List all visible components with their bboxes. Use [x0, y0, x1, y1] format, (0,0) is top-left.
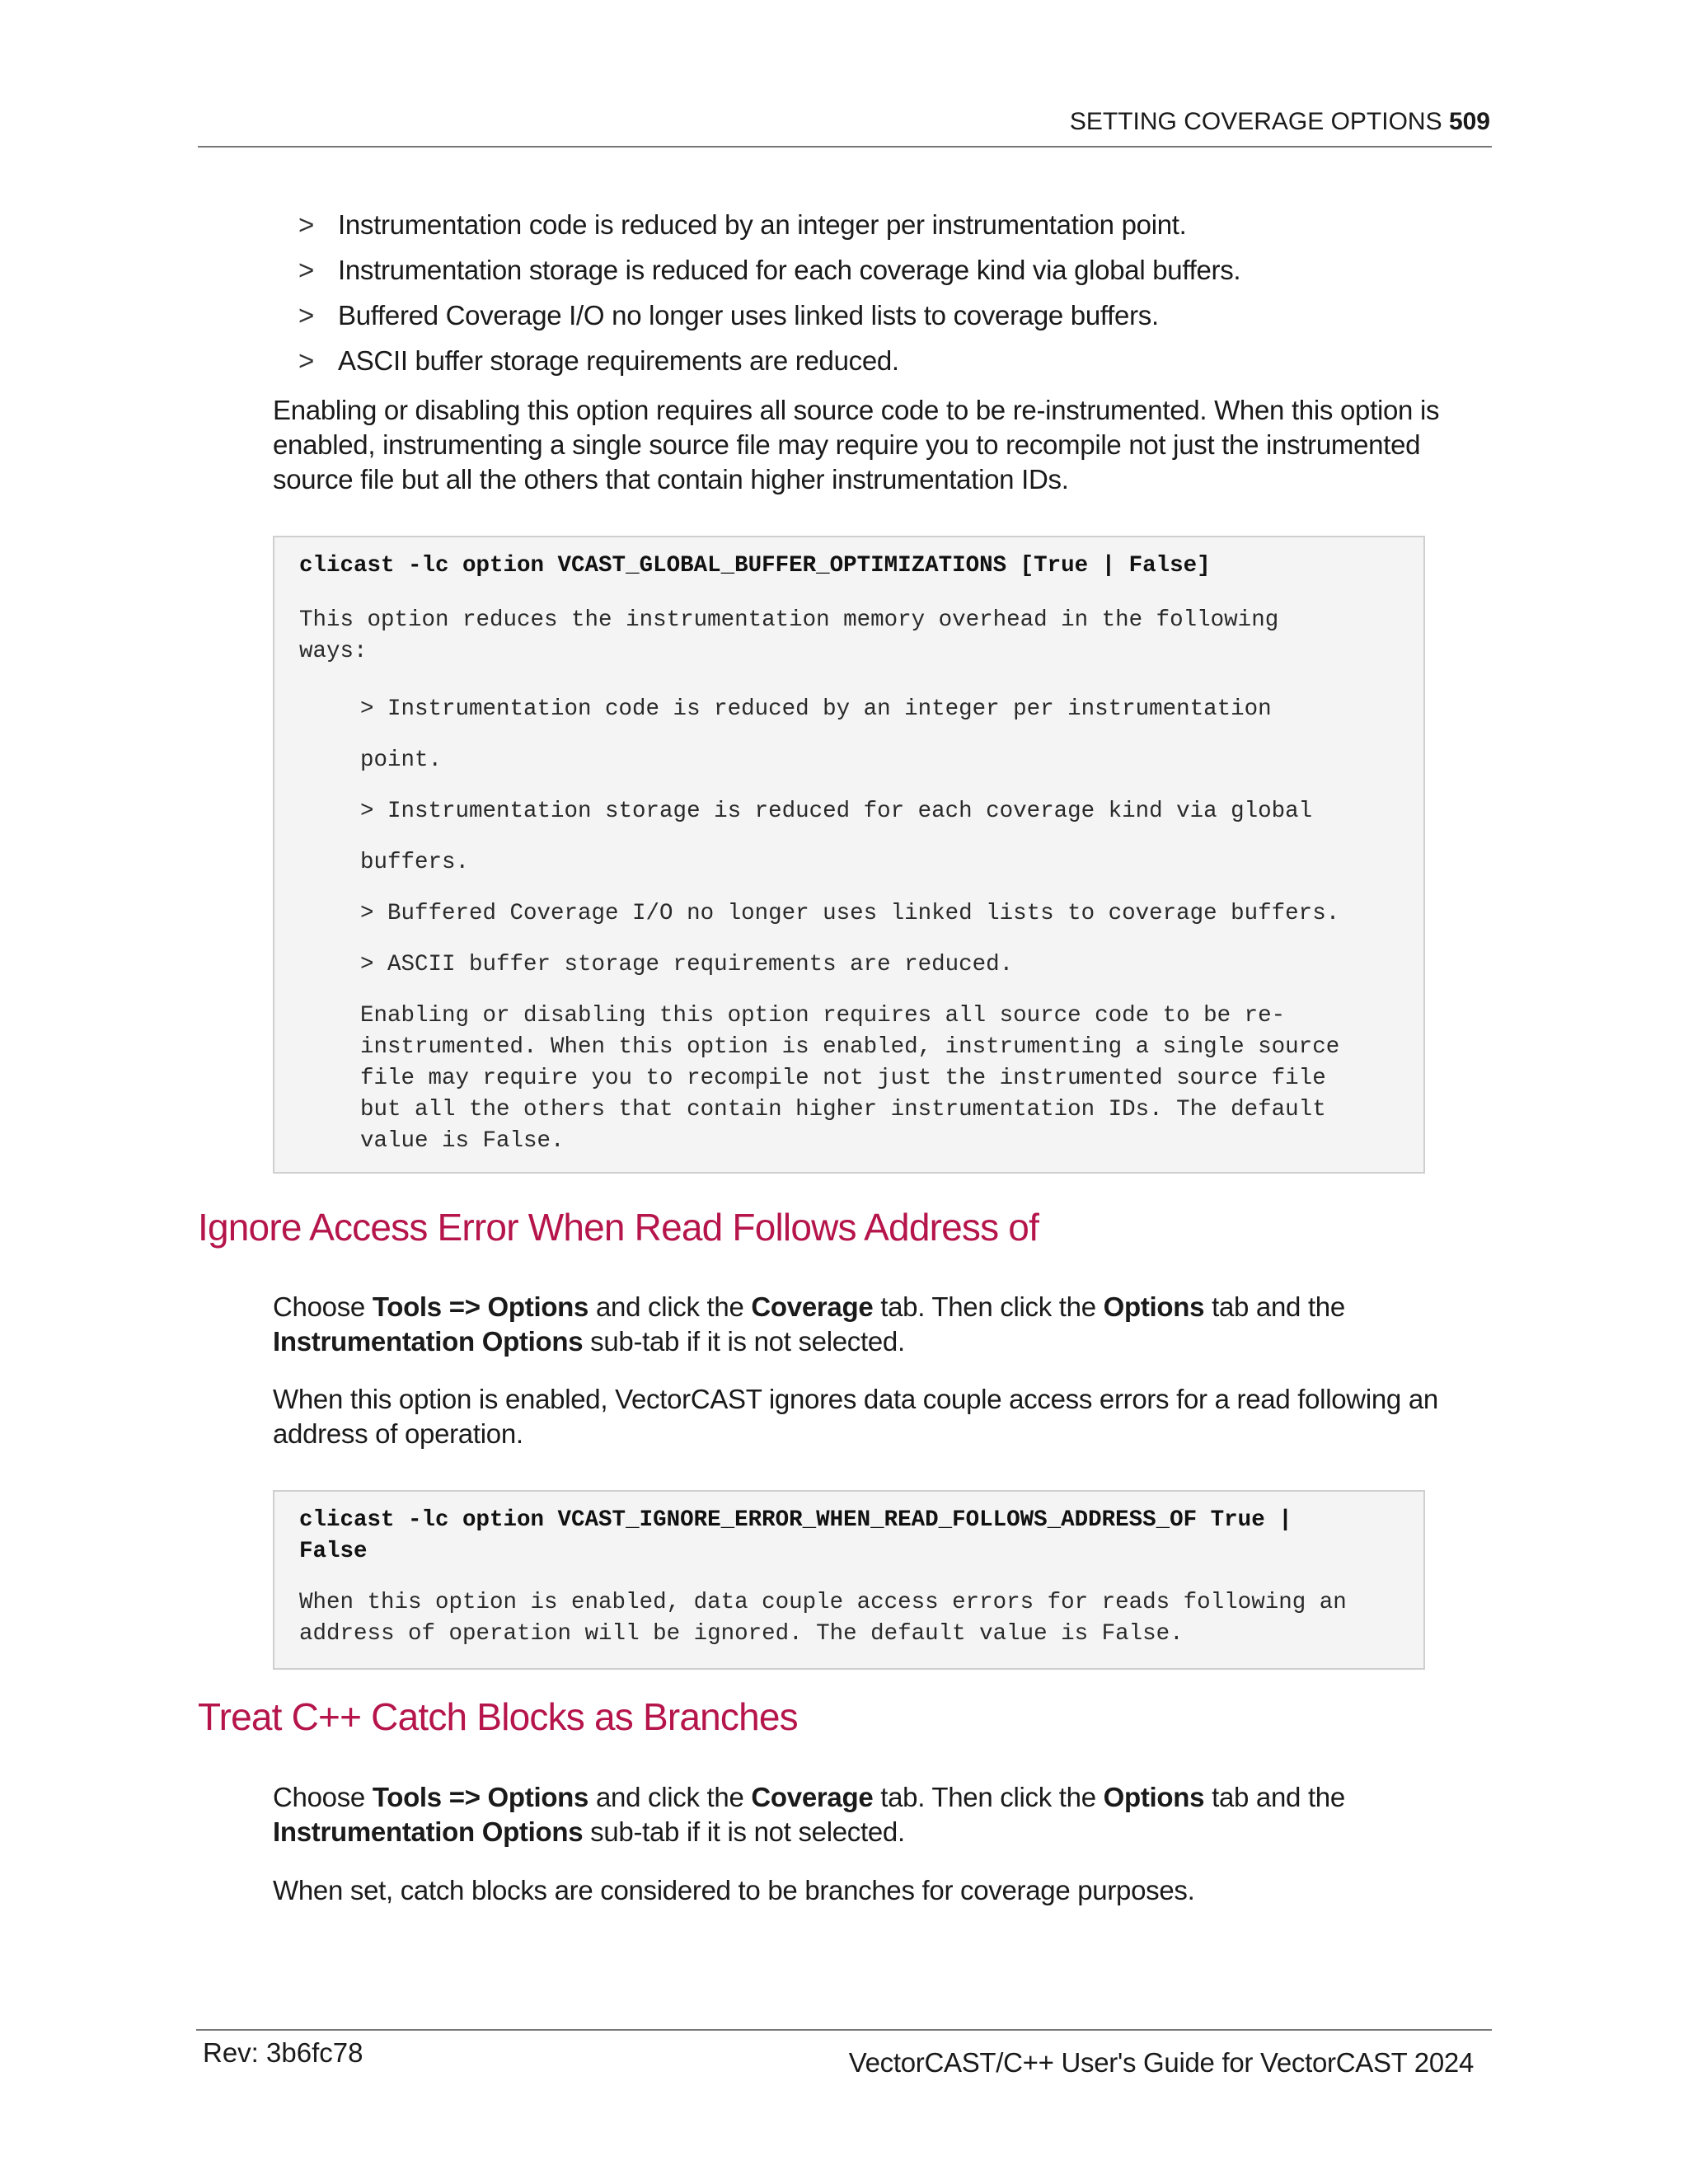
- list-item: > ASCII buffer storage requirements are reduced.: [298, 338, 1240, 383]
- header-section-title: SETTING COVERAGE OPTIONS: [1069, 108, 1442, 135]
- section-1-paragraph: When this option is enabled, VectorCAST ignores data couple access errors for a read following an address of operation.: [273, 1384, 1438, 1449]
- section-2-nav-instructions: Choose Tools => Options and click the Coverage tab. Then click the Options tab and the Instrumentation Options sub-tab if it is not selected.: [273, 1782, 1345, 1847]
- running-header: [198, 105, 1490, 138]
- code-box-global-buffer: [273, 536, 1425, 1174]
- section-1-nav-instructions: Choose Tools => Options and click the Coverage tab. Then click the Options tab and the Instrumentation Options sub-tab if it is not selected.: [273, 1291, 1345, 1357]
- clicast-command: clicast -lc option VCAST_IGNORE_ERROR_WHEN_READ_FOLLOWS_ADDRESS_OF True | False: [299, 1507, 1292, 1564]
- guide-title: VectorCAST/C++ User's Guide for VectorCAST 2024: [848, 2047, 1474, 2078]
- code-box-ignore-error: [273, 1490, 1425, 1670]
- section-heading-ignore-access-error: Ignore Access Error When Read Follows Address of: [198, 1206, 1039, 1249]
- list-item: > Instrumentation storage is reduced for each coverage kind via global buffers.: [298, 247, 1240, 293]
- list-item: > Buffered Coverage I/O no longer uses linked lists to coverage buffers.: [298, 293, 1240, 338]
- intro-paragraph: Enabling or disabling this option requires all source code to be re-instrumented. When this option is enabled, instrumenting a single source file may require you to recompile not just the instrumented source file but all the others that contain higher instrumentation IDs.: [273, 395, 1440, 494]
- intro-bullet-list: [298, 202, 1240, 383]
- clicast-command: clicast -lc option VCAST_GLOBAL_BUFFER_OPTIMIZATIONS [True | False]: [299, 553, 1211, 579]
- list-item: > Instrumentation code is reduced by an integer per instrumentation point.: [298, 202, 1240, 247]
- bullet-marker: >: [298, 255, 314, 285]
- bullet-marker: >: [298, 300, 314, 330]
- code-note: Enabling or disabling this option requires all source code to be re- instrumented. When this option is enabled, instrumenting a single source file may require you to recompile not just the instrumented source file but all the others that contain higher instrumentation IDs. The default value is False.: [360, 1003, 1340, 1154]
- code-bullets: > Instrumentation code is reduced by an integer per instrumentation point. > Instrumentation storage is reduced for each coverage kind via global buffers. > Buffered Coverage I/O no longer uses linked lists to coverage buffers. > ASCII buffer storage requirements are reduced.: [360, 696, 1340, 977]
- section-heading-catch-blocks: Treat C++ Catch Blocks as Branches: [198, 1695, 798, 1738]
- header-rule: [198, 146, 1492, 148]
- bullet-marker: >: [298, 209, 314, 240]
- code-description: When this option is enabled, data couple access errors for reads following an address of operation will be ignored. The default value is False.: [299, 1590, 1347, 1647]
- page-number: 509: [1448, 108, 1490, 135]
- code-description: This option reduces the instrumentation memory overhead in the following ways:: [299, 607, 1279, 664]
- footer-rule: [196, 2029, 1492, 2031]
- revision-label: Rev: 3b6fc78: [203, 2037, 363, 2068]
- section-2-paragraph: When set, catch blocks are considered to be branches for coverage purposes.: [273, 1875, 1195, 1905]
- bullet-marker: >: [298, 345, 314, 376]
